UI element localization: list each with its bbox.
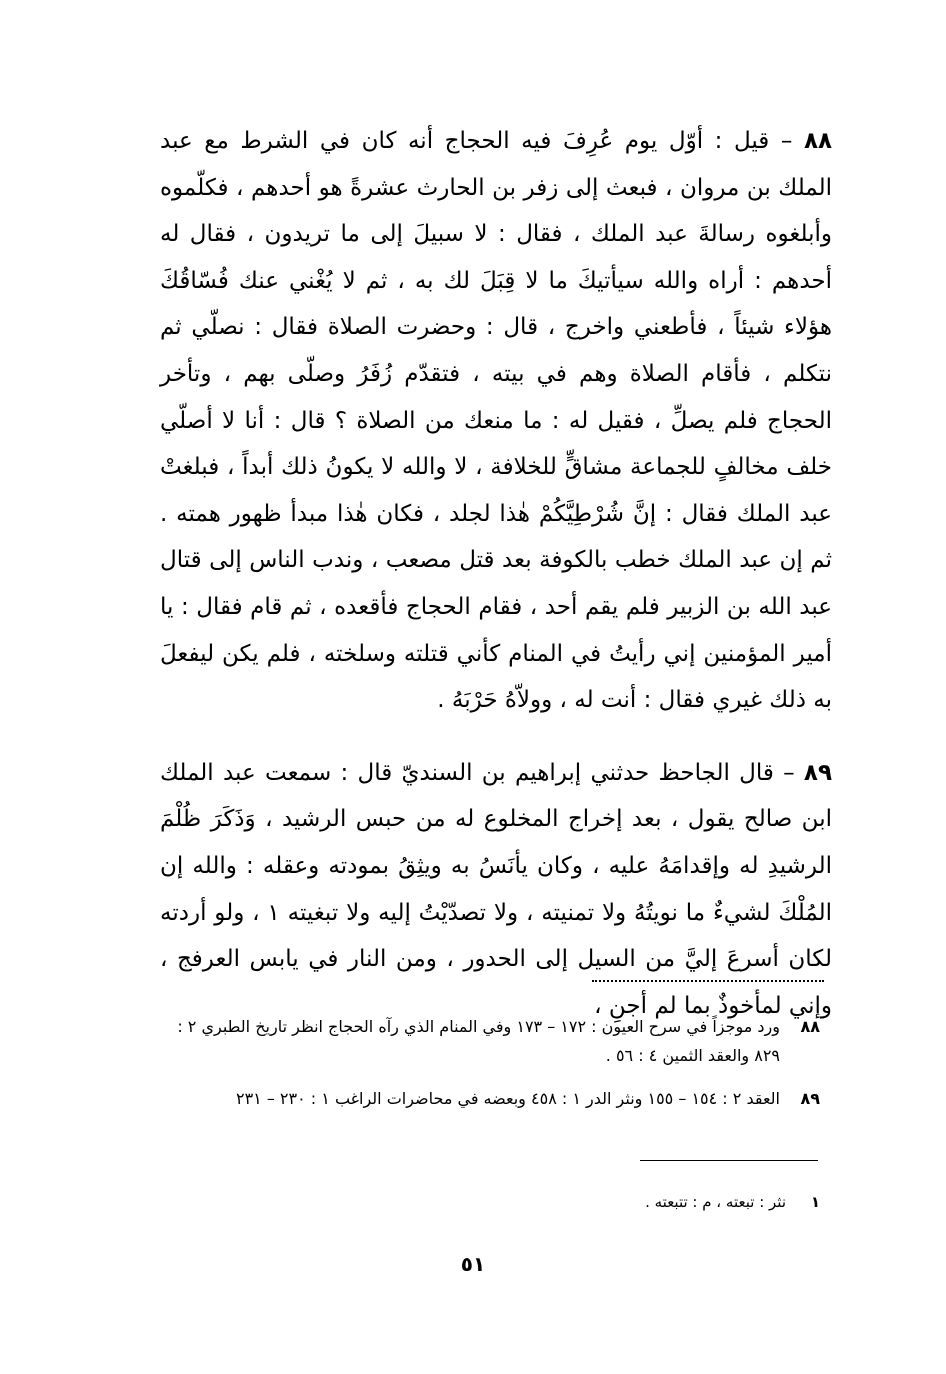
paragraph-text: – قال الجاحظ حدثني إبراهيم بن السنديّ قال : سمعت عبد الملك ابن صالح يقول ، بعد إخراج المخلوع له من حبس الرشيد ، وَذَكَرَ ظُلْمَ الرشيدِ له وإقدامَهُ عليه ، وكان يأنَسُ به ويثِقُ بمودته وعقله : والله إن المُلْكَ لشيءٌ ما نويتُهُ ولا تمنيته ، ولا تصدّيْتُ إليه ولا تبغيته ١ ، ولو أردته لكان أسرعَ إليَّ من السيل إلى الحدور ، ومن النار في يابس العرفج ، وإني لمأخوذٌ بما لم أجنِ ،	[160, 759, 833, 1019]
page-number: ٥١	[460, 1252, 486, 1276]
source-note-88	[150, 1012, 820, 1070]
footnote-number: ١	[810, 1193, 820, 1211]
footnote-1	[400, 1188, 820, 1216]
source-notes	[150, 1012, 820, 1127]
footnote-separator	[640, 1160, 818, 1161]
source-note-text: العقد ٢ : ١٥٤ – ١٥٥ ونثر الدر ١ : ٤٥٨ وبعضه في محاضرات الراغب ١ : ٢٣٠ – ٢٣١	[235, 1089, 780, 1108]
source-note-number: ٨٩	[800, 1089, 820, 1108]
paragraph-text: – قيل : أوّل يوم عُرِفَ فيه الحجاج أنه كان في الشرط مع عبد الملك بن مروان ، فبعث إلى زفر بن الحارث عشرةً هو أحدهم ، فكلّموه وأبلغوه رسالةَ عبد الملك ، فقال : لا سبيلَ إلى ما تريدون ، فقال له أحدهم : أراه والله سيأتيكَ ما لا قِبَلَ لك به ، ثم لا يُغْني عنك فُسّاقُكَ هؤلاء شيئاً ، فأطعني واخرج ، قال : وحضرت الصلاة فقال : نصلّي ثم نتكلم ، فأقام الصلاة وهم في بيته ، فتقدّم زُفَرُ وصلّى بهم ، وتأخر الحجاج فلم يصلِّ ، فقيل له : ما منعك من الصلاة ؟ قال : أنا لا أصلّي خلف مخالفٍ للجماعة مشاقٍّ للخلافة ، لا والله لا يكونُ ذلك أبداً ، فبلغتْ عبد الملك فقال : إنَّ شُرْطِيَّكُمْ هٰذا لجلد ، فكان هٰذا مبدأ ظهور همته . ثم إن عبد الملك خطب بالكوفة بعد قتل مصعب ، وندب الناس إلى قتال عبد الله بن الزبير فلم يقم أحد ، فقام الحجاج فأقعده ، ثم قام فقال : يا أمير المؤمنين إني رأيتُ في المنام كأني قتلته وسلخته ، فلم يكن ليفعلَ به ذلك غيري فقال : أنت له ، وولاّهُ حَرْبَهُ .	[160, 128, 832, 714]
paragraph-89	[160, 750, 832, 1030]
source-note-number: ٨٨	[800, 1017, 820, 1036]
main-text	[160, 118, 832, 1029]
source-note-89	[150, 1084, 820, 1113]
paragraph-number: ٨٨	[803, 128, 833, 154]
footnote-text: نثر : تبعته ، م : تتبعته .	[645, 1193, 786, 1211]
paragraph-88	[160, 118, 832, 724]
source-note-text: ورد موجزاً في سرح العيون : ١٧٢ – ١٧٣ وفي المنام الذي رآه الحجاج انظر تاريخ الطبري ٢ : ٨٢٩ والعقد الثمين ٤ : ٥٦ .	[177, 1017, 780, 1065]
dotted-separator	[592, 980, 824, 982]
paragraph-number: ٨٩	[803, 759, 832, 786]
